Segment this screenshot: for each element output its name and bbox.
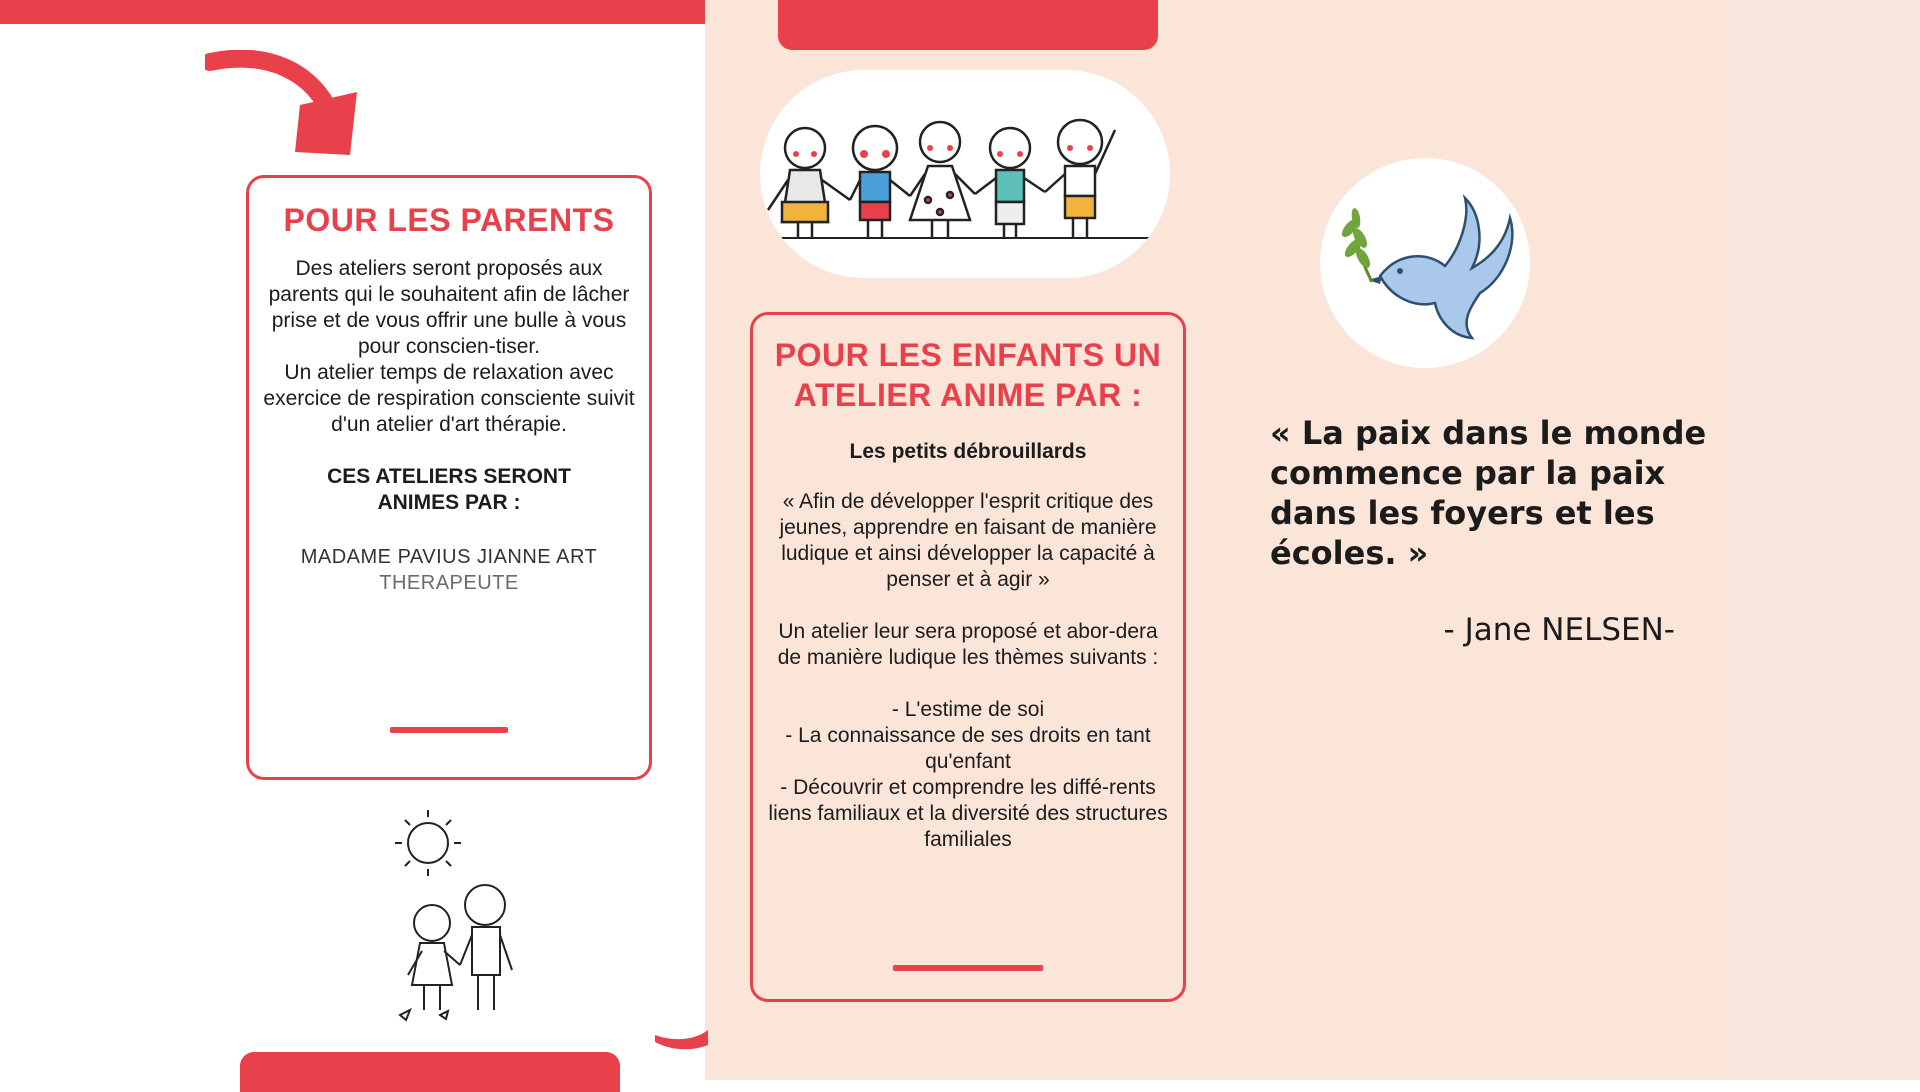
parents-card-body: Des ateliers seront proposés aux parents qui le souhaitent afin de lâcher prise et de vous offrir une bulle à vous pour conscien-tiser. Un atelier temps de relaxation avec exercice de respiration consciente suivit d'un atelier d'art thérapie. bbox=[263, 257, 635, 436]
top-bar-middle bbox=[778, 0, 1158, 50]
animator-role: THERAPEUTE bbox=[379, 572, 519, 594]
parents-card bbox=[246, 175, 652, 780]
red-curl-icon bbox=[650, 1000, 710, 1050]
kids-card-organization: Les petits débrouillards bbox=[849, 440, 1087, 463]
quote-author: - Jane NELSEN- bbox=[1443, 612, 1675, 648]
kids-card-underline bbox=[893, 965, 1043, 971]
animator-name: MADAME PAVIUS JIANNE ART bbox=[300, 546, 598, 568]
kids-card-title: POUR LES ENFANTS UN ATELIER ANIME PAR : bbox=[774, 337, 1162, 413]
children-holding-hands-icon bbox=[760, 70, 1170, 278]
kids-card-themes: - L'estime de soi - La connaissance de ses droits en tant qu'enfant - Découvrir et comprendre les diffé-rents liens familiaux et la diversité des structures familiales bbox=[768, 698, 1168, 851]
top-bar-left bbox=[0, 0, 705, 24]
kids-card-intro: Un atelier leur sera proposé et abor-dera de manière ludique les thèmes suivants : bbox=[777, 620, 1159, 669]
kids-card bbox=[750, 312, 1186, 1002]
bottom-bar-left bbox=[240, 1052, 620, 1092]
parents-card-subheading: CES ATELIERS SERONT ANIMES PAR : bbox=[327, 465, 571, 514]
parents-card-title: POUR LES PARENTS bbox=[283, 202, 615, 238]
right-panel bbox=[1725, 0, 1920, 1080]
parents-card-animator bbox=[263, 544, 635, 596]
peace-dove-icon bbox=[1320, 158, 1530, 368]
peace-quote: « La paix dans le monde commence par la paix dans les foyers et les écoles. » bbox=[1270, 414, 1707, 572]
curved-arrow-icon bbox=[205, 50, 365, 160]
dove-illustration bbox=[1320, 158, 1530, 368]
parents-card-underline bbox=[390, 727, 508, 733]
kids-card-mission: « Afin de développer l'esprit critique des jeunes, apprendre en faisant de manière ludique et ainsi développer la capacité à penser et à agir » bbox=[779, 490, 1157, 591]
sun-and-couple-icon bbox=[380, 805, 540, 1025]
children-illustration bbox=[760, 70, 1170, 278]
